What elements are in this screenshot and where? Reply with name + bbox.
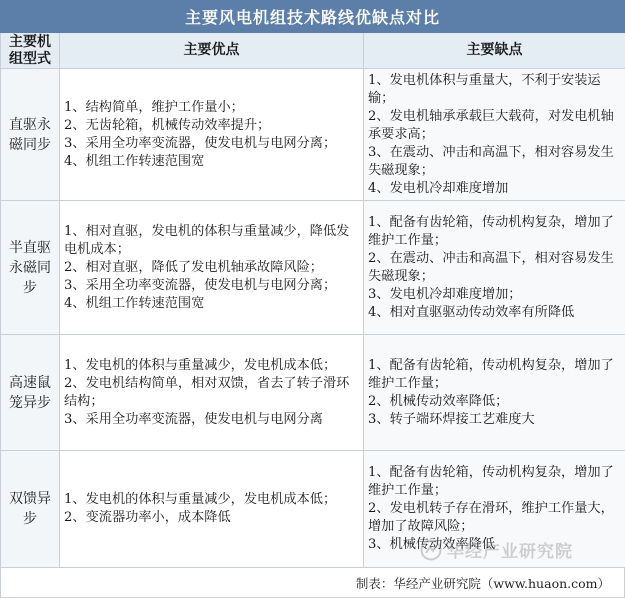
row-cons-direct-drive-pmsg xyxy=(364,69,625,201)
table-title: 主要风电机组技术路线优缺点对比 xyxy=(0,0,625,33)
row-type-direct-drive-pmsg: 直驱永磁同步 xyxy=(1,69,60,201)
pros-item: 1、结构简单，维护工作量小； xyxy=(64,99,244,115)
cons-item: 1、配备有齿轮箱，传动机构复杂，增加了维护工作量； xyxy=(368,465,614,498)
cons-item: 1、配备有齿轮箱，传动机构复杂，增加了维护工作量； xyxy=(368,214,614,248)
pros-item: 2、相对直驱，降低了发电机轴承故障风险； xyxy=(64,259,323,275)
header-type: 主要机组型式 xyxy=(1,33,60,69)
row-type-doubly-fed: 双馈异步 xyxy=(1,451,60,568)
cons-item: 2、发电机转子存在滑环，维护工作量大，增加了故障风险； xyxy=(368,501,614,534)
cons-item: 3、发电机冷却难度增加； xyxy=(368,286,522,302)
pros-item: 2、变流器功率小，成本降低 xyxy=(64,510,231,525)
row-pros-semi-direct-pmsg xyxy=(60,201,364,335)
cons-item: 2、机械传动效率降低； xyxy=(368,393,509,409)
source-footer xyxy=(0,568,625,598)
cons-item: 3、在震动、冲击和高温下，相对容易发生失磁现象； xyxy=(368,144,614,178)
pros-item: 2、无齿轮箱，机械传动效率提升； xyxy=(64,117,271,133)
cons-item: 2、发电机轴承承载巨大载荷，对发电机轴承要求高； xyxy=(368,108,614,142)
header-cons: 主要缺点 xyxy=(364,33,625,69)
pros-item: 1、相对直驱，发电机的体积与重量减少，降低发电机成本； xyxy=(64,223,350,257)
row-type-semi-direct-pmsg: 半直驱永磁同步 xyxy=(1,201,60,335)
source-note: 制表：华经产业研究院（www.huaon.com） xyxy=(355,575,610,591)
watermark-text: 华经产业研究院 xyxy=(447,542,573,562)
row-type-high-speed-squirrel-cage: 高速鼠笼异步 xyxy=(1,335,60,451)
cons-item: 1、配备有齿轮箱，传动机构复杂，增加了维护工作量； xyxy=(368,357,614,391)
row-pros-high-speed-squirrel-cage xyxy=(60,335,364,451)
cons-item: 3、机械传动效率降低 xyxy=(368,537,496,552)
row-cons-semi-direct-pmsg xyxy=(364,201,625,335)
pros-item: 2、发电机结构简单，相对双馈，省去了转子滑环结构； xyxy=(64,375,350,409)
cons-item: 2、在震动、冲击和高温下，相对容易发生失磁现象； xyxy=(368,250,614,284)
pros-item: 4、机组工作转速范围宽 xyxy=(64,153,205,169)
row-pros-doubly-fed xyxy=(60,451,364,568)
pros-item: 4、机组工作转速范围宽 xyxy=(64,295,205,311)
row-cons-doubly-fed xyxy=(364,451,625,568)
row-pros-direct-drive-pmsg xyxy=(60,69,364,201)
pros-item: 3、采用全功率变流器，使发电机与电网分离； xyxy=(64,135,337,151)
cons-item: 1、发电机体积与重量大，不利于安装运输； xyxy=(368,72,601,106)
cons-item: 4、发电机冷却难度增加 xyxy=(368,180,509,196)
row-cons-high-speed-squirrel-cage xyxy=(364,335,625,451)
pros-item: 1、发电机的体积与重量减少，发电机成本低； xyxy=(64,357,337,373)
comparison-table xyxy=(0,33,625,568)
pros-item: 1、发电机的体积与重量减少，发电机成本低； xyxy=(64,492,337,507)
cons-item: 3、转子端环焊接工艺难度大 xyxy=(368,411,535,427)
cons-item: 4、相对直驱驱动传动效率有所降低 xyxy=(368,304,575,320)
pros-item: 3、采用全功率变流器，使发电机与电网分离； xyxy=(64,277,337,293)
header-pros: 主要优点 xyxy=(60,33,364,69)
pros-item: 3、采用全功率变流器，使发电机与电网分离 xyxy=(64,411,323,427)
